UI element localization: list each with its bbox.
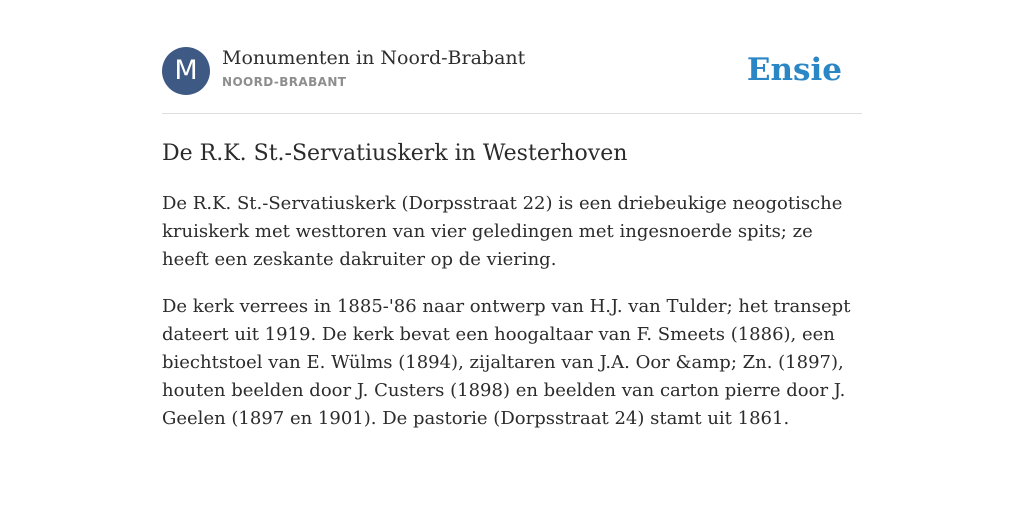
site-info (222, 46, 525, 90)
brand-logo[interactable]: Ensie (746, 52, 842, 88)
article-card (162, 0, 862, 433)
article-paragraph-1: De R.K. St.-Servatiuskerk (Dorpsstraat 22) is een driebeukige neogotische kruiskerk met westtoren van vier geledingen met ingesnoerde spits; ze heeft een zeskante dakruiter op de viering. (162, 193, 843, 270)
header (162, 0, 862, 114)
site-title[interactable]: Monumenten in Noord-Brabant (222, 47, 526, 69)
site-subtitle[interactable]: NOORD-BRABANT (222, 75, 347, 89)
article-paragraph-2: De kerk verrees in 1885-'86 naar ontwerp van H.J. van Tulder; het transept dateert uit 1919. De kerk bevat een hoogaltaar van F. Smeets (1886), een biechtstoel van E. Wülms (1894), zijaltaren van J.A. Oor &amp; Zn. (1897), houten beelden door J. Custers (1898) en beelden van carton pierre door J. Geelen (1897 en 1901). De pastorie (Dorpsstraat 24) stamt uit 1861. (162, 296, 851, 429)
avatar[interactable]: M (162, 47, 210, 95)
article-title: De R.K. St.-Servatiuskerk in Westerhoven (162, 141, 628, 166)
